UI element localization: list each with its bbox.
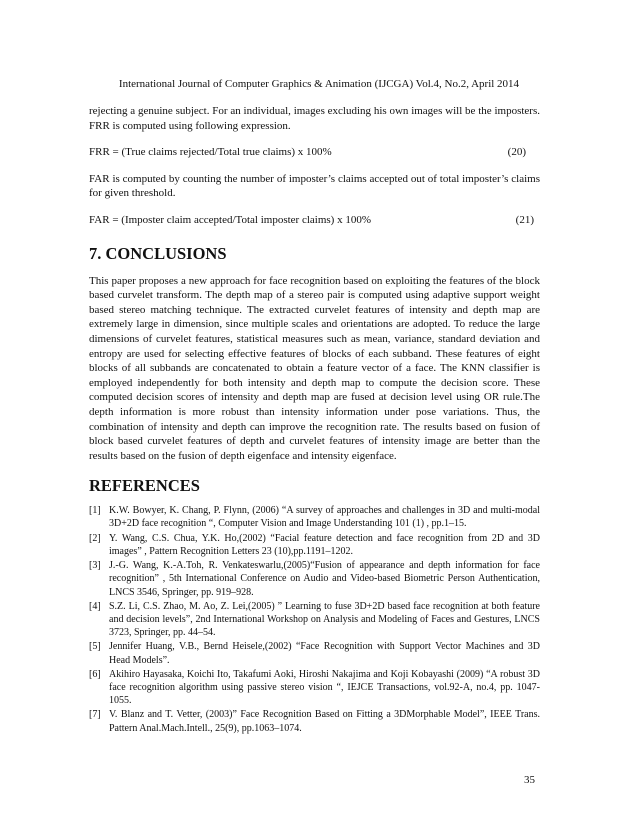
reference-item [89, 559, 540, 599]
equation-20-number: (20) [507, 146, 526, 159]
references-heading: REFERENCES [89, 476, 200, 496]
reference-item [89, 640, 540, 666]
conclusions-heading: 7. CONCLUSIONS [89, 243, 227, 263]
journal-header: International Journal of Computer Graphics & Animation (IJCGA) Vol.4, No.2, April 2014 [118, 78, 520, 90]
reference-number: [7] [89, 709, 101, 721]
reference-item [89, 668, 540, 708]
reference-number: [3] [89, 560, 101, 572]
equation-20-text: FRR = (True claims rejected/Total true claims) x 100% [89, 146, 332, 159]
reference-item [89, 600, 540, 640]
equation-20 [89, 145, 540, 160]
reference-text: Akihiro Hayasaka, Koichi Ito, Takafumi Aoki, Hiroshi Nakajima and Koji Kobayashi (2009) “A robust 3D face recognition algorithm using passive stereo vision “, IEJCE Transactions, vol.92-A, no.4, pp. 1047-1055. [109, 668, 540, 707]
intro-paragraph-2: FAR is computed by counting the number of imposter’s claims accepted out of total imposter’s claims for given threshold. [89, 172, 540, 200]
intro-paragraph-1: rejecting a genuine subject. For an individual, images excluding his own images will be the imposters. FRR is computed using following expression. [89, 105, 540, 132]
conclusions-paragraph: This paper proposes a new approach for face recognition based on exploiting the features of the block based curvelet transform. The depth map of a stereo pair is computed using adaptive support weight based stereo matching technique. The extracted curvelet features of intensity and depth map are extremely large in dimension, since multiple scales and orientations are adopted. To reduce the large dimensions of curvelet features, statistical measures such as mean, variance, standard deviation and entropy are used for selecting effective features of blocks of each subband. These features of eight blocks of all subbands are concatenated to obtain a feature vector of a face. The KNN classifier is employed independently for both intensity and depth map to compute the decision score. These computed decision scores of intensity and depth map are fused at decision level using OR rule.The depth information is more robust than intensity information under pose variations. Thus, the combination of intensity and depth can improve the recognition rate. The results based on fusion of block based curvelet features of depth and curvelet features of intensity image are better than the results based on the fusion of depth eigenface and intensity eigenface. [89, 274, 540, 462]
equation-21-text: FAR = (Imposter claim accepted/Total imposter claims) x 100% [89, 213, 371, 226]
reference-text: S.Z. Li, C.S. Zhao, M. Ao, Z. Lei,(2005) ” Learning to fuse 3D+2D based face recognition at both feature and decision levels”, 2nd International Workshop on Analysis and Modeling of Faces and Gestures, LNCS 3723, Springer, pp. 44–54. [109, 600, 540, 639]
reference-text: Y. Wang, C.S. Chua, Y.K. Ho,(2002) “Facial feature detection and face recognition from 2D and 3D images” , Pattern Recognition Letters 23 (10),pp.1191–1202. [109, 532, 540, 557]
reference-item [89, 708, 540, 734]
equation-21 [89, 213, 540, 228]
reference-number: [1] [89, 505, 101, 517]
reference-number: [5] [89, 641, 101, 653]
reference-item [89, 532, 540, 558]
reference-list [89, 504, 540, 734]
reference-item [89, 504, 540, 530]
equation-21-number: (21) [515, 213, 534, 226]
page-body [89, 104, 540, 736]
reference-number: [6] [89, 668, 101, 680]
reference-number: [2] [89, 532, 101, 544]
reference-text: J.-G. Wang, K.-A.Toh, R. Venkateswarlu,(2005)“Fusion of appearance and depth information for face recognition” , 5th International Conference on Audio and Video-based Biometric Person Authentication, LNCS 3546, Springer, pp. 919–928. [109, 560, 540, 598]
page-number: 35 [524, 774, 535, 786]
reference-text: Jennifer Huang, V.B., Bernd Heisele,(2002) “Face Recognition with Support Vector Machines and 3D Head Models”. [109, 641, 540, 666]
reference-number: [4] [89, 600, 101, 612]
reference-text: K.W. Bowyer, K. Chang, P. Flynn, (2006) “A survey of approaches and challenges in 3D and multi-modal 3D+2D face recognition “, Computer Vision and Image Understanding 101 (1) , pp.1–15. [109, 505, 540, 530]
reference-text: V. Blanz and T. Vetter, (2003)” Face Recognition Based on Fitting a 3DMorphable Model”, IEEE Trans. Pattern Anal.Mach.Intell., 25(9), pp.1063–1074. [109, 709, 540, 734]
